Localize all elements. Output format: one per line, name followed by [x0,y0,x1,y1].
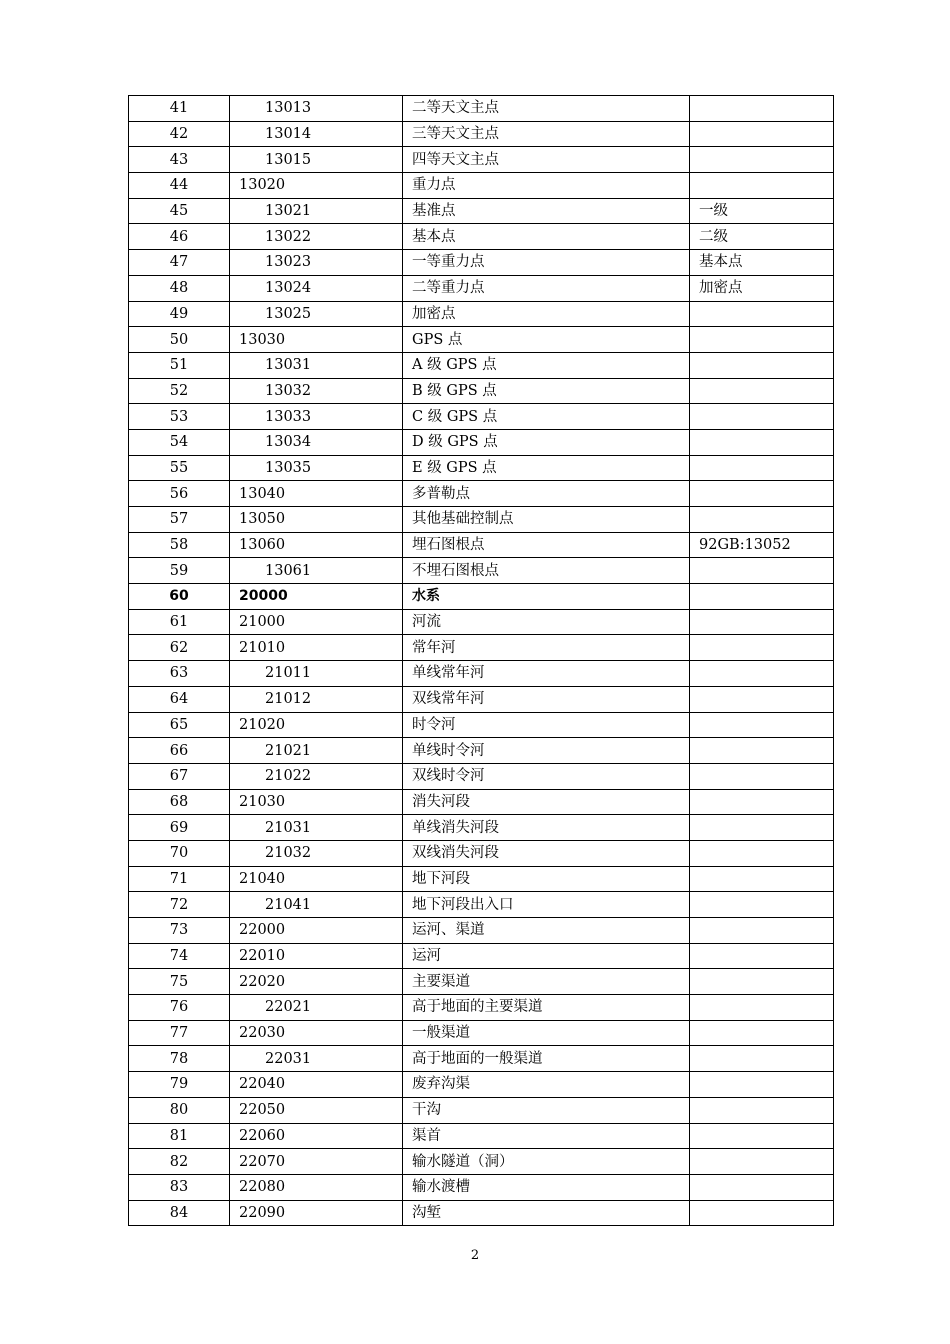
table-row [129,455,834,481]
page-number: 2 [470,1248,480,1263]
feature-code-cell: 13025 [230,301,403,327]
feature-name-cell: 加密点 [403,301,690,327]
note-cell [690,301,834,327]
row-index-cell: 70 [129,840,230,866]
note-cell [690,1020,834,1046]
feature-code-cell: 22090 [230,1200,403,1226]
feature-code-cell: 22010 [230,943,403,969]
feature-code-cell: 21041 [230,892,403,918]
feature-name-cell: 基本点 [403,224,690,250]
table-row [129,1200,834,1226]
feature-name-cell: 双线消失河段 [403,840,690,866]
note-cell [690,558,834,584]
note-cell [690,712,834,738]
table-row [129,584,834,610]
feature-name-cell: 废弃沟渠 [403,1072,690,1098]
feature-name-cell: 双线时令河 [403,763,690,789]
feature-code-cell: 22030 [230,1020,403,1046]
table-row [129,635,834,661]
feature-name-cell: 运河 [403,943,690,969]
row-index-cell: 46 [129,224,230,250]
feature-code-cell: 13040 [230,481,403,507]
table-row [129,250,834,276]
note-cell [690,429,834,455]
note-cell [690,995,834,1021]
feature-code-cell: 21030 [230,789,403,815]
table-row [129,712,834,738]
row-index-cell: 50 [129,327,230,353]
row-index-cell: 84 [129,1200,230,1226]
table-row [129,378,834,404]
feature-name-cell: GPS 点 [403,327,690,353]
table-row [129,995,834,1021]
feature-name-cell: 高于地面的一般渠道 [403,1046,690,1072]
feature-code-cell: 13023 [230,250,403,276]
table-row [129,969,834,995]
feature-name-cell: A 级 GPS 点 [403,352,690,378]
note-cell: 一级 [690,198,834,224]
row-index-cell: 82 [129,1149,230,1175]
feature-code-cell: 22070 [230,1149,403,1175]
note-cell: 92GB:13052 [690,532,834,558]
note-cell [690,1097,834,1123]
feature-code-cell: 21040 [230,866,403,892]
table-row [129,327,834,353]
table-row [129,352,834,378]
row-index-cell: 53 [129,404,230,430]
row-index-cell: 73 [129,918,230,944]
table-row [129,224,834,250]
row-index-cell: 72 [129,892,230,918]
row-index-cell: 58 [129,532,230,558]
table-row [129,507,834,533]
note-cell [690,327,834,353]
table-row [129,609,834,635]
row-index-cell: 69 [129,815,230,841]
row-index-cell: 47 [129,250,230,276]
feature-name-cell: 单线常年河 [403,661,690,687]
feature-code-cell: 21011 [230,661,403,687]
table-row [129,404,834,430]
note-cell [690,147,834,173]
feature-name-cell: 输水隧道（洞） [403,1149,690,1175]
feature-code-cell: 13060 [230,532,403,558]
table-row [129,96,834,122]
note-cell [690,481,834,507]
table-row [129,892,834,918]
feature-code-cell: 13020 [230,173,403,199]
feature-code-cell: 21012 [230,686,403,712]
note-cell [690,1072,834,1098]
note-cell [690,943,834,969]
row-index-cell: 78 [129,1046,230,1072]
table-row [129,815,834,841]
feature-name-cell: 二等重力点 [403,275,690,301]
note-cell [690,96,834,122]
row-index-cell: 75 [129,969,230,995]
table-row [129,661,834,687]
table-row [129,147,834,173]
table-row [129,763,834,789]
row-index-cell: 71 [129,866,230,892]
table-row [129,1020,834,1046]
feature-code-cell: 13061 [230,558,403,584]
feature-code-cell: 22031 [230,1046,403,1072]
feature-code-cell: 13033 [230,404,403,430]
feature-code-cell: 20000 [230,584,403,610]
table-row [129,738,834,764]
table-row [129,121,834,147]
feature-code-cell: 22080 [230,1174,403,1200]
row-index-cell: 68 [129,789,230,815]
note-cell [690,352,834,378]
note-cell [690,635,834,661]
feature-name-cell: 水系 [403,584,690,610]
note-cell [690,661,834,687]
row-index-cell: 61 [129,609,230,635]
row-index-cell: 57 [129,507,230,533]
row-index-cell: 54 [129,429,230,455]
feature-name-cell: 埋石图根点 [403,532,690,558]
note-cell [690,892,834,918]
note-cell [690,969,834,995]
feature-code-cell: 13024 [230,275,403,301]
feature-code-cell: 13032 [230,378,403,404]
note-cell [690,1174,834,1200]
feature-code-cell: 21000 [230,609,403,635]
feature-name-cell: 时令河 [403,712,690,738]
note-cell: 加密点 [690,275,834,301]
row-index-cell: 48 [129,275,230,301]
row-index-cell: 81 [129,1123,230,1149]
feature-code-cell: 22000 [230,918,403,944]
feature-name-cell: 单线消失河段 [403,815,690,841]
feature-code-cell: 13022 [230,224,403,250]
feature-code-cell: 13031 [230,352,403,378]
feature-name-cell: 重力点 [403,173,690,199]
row-index-cell: 67 [129,763,230,789]
note-cell [690,1200,834,1226]
table-row [129,918,834,944]
note-cell [690,121,834,147]
table-row [129,173,834,199]
feature-name-cell: 基准点 [403,198,690,224]
feature-name-cell: 沟堑 [403,1200,690,1226]
row-index-cell: 74 [129,943,230,969]
feature-name-cell: 河流 [403,609,690,635]
feature-name-cell: 其他基础控制点 [403,507,690,533]
feature-name-cell: 不埋石图根点 [403,558,690,584]
feature-name-cell: 多普勒点 [403,481,690,507]
row-index-cell: 60 [129,584,230,610]
feature-code-cell: 21022 [230,763,403,789]
row-index-cell: 83 [129,1174,230,1200]
row-index-cell: 76 [129,995,230,1021]
note-cell [690,173,834,199]
row-index-cell: 59 [129,558,230,584]
feature-name-cell: 输水渡槽 [403,1174,690,1200]
table-row [129,301,834,327]
note-cell [690,866,834,892]
row-index-cell: 45 [129,198,230,224]
row-index-cell: 79 [129,1072,230,1098]
row-index-cell: 52 [129,378,230,404]
row-index-cell: 63 [129,661,230,687]
feature-code-cell: 13013 [230,96,403,122]
table-row [129,686,834,712]
feature-code-cell: 21031 [230,815,403,841]
note-cell [690,840,834,866]
table-row [129,840,834,866]
note-cell [690,609,834,635]
feature-name-cell: 主要渠道 [403,969,690,995]
note-cell [690,815,834,841]
feature-name-cell: 单线时令河 [403,738,690,764]
feature-name-cell: 运河、渠道 [403,918,690,944]
feature-code-cell: 22060 [230,1123,403,1149]
note-cell: 二级 [690,224,834,250]
feature-code-cell: 13014 [230,121,403,147]
table-row [129,1123,834,1149]
feature-name-cell: 二等天文主点 [403,96,690,122]
feature-code-cell: 13021 [230,198,403,224]
row-index-cell: 49 [129,301,230,327]
note-cell [690,507,834,533]
row-index-cell: 43 [129,147,230,173]
feature-code-cell: 13030 [230,327,403,353]
feature-name-cell: C 级 GPS 点 [403,404,690,430]
feature-code-table [128,95,834,1226]
feature-name-cell: 一等重力点 [403,250,690,276]
row-index-cell: 44 [129,173,230,199]
feature-code-cell: 21021 [230,738,403,764]
feature-name-cell: 干沟 [403,1097,690,1123]
note-cell [690,738,834,764]
feature-code-cell: 21010 [230,635,403,661]
table-row [129,866,834,892]
note-cell [690,918,834,944]
feature-name-cell: 常年河 [403,635,690,661]
note-cell [690,378,834,404]
table-row [129,1097,834,1123]
table-row [129,1046,834,1072]
feature-name-cell: 地下河段出入口 [403,892,690,918]
feature-code-cell: 21032 [230,840,403,866]
note-cell [690,789,834,815]
feature-name-cell: 消失河段 [403,789,690,815]
row-index-cell: 65 [129,712,230,738]
note-cell [690,455,834,481]
note-cell [690,584,834,610]
feature-code-cell: 13050 [230,507,403,533]
feature-code-cell: 13035 [230,455,403,481]
note-cell [690,1046,834,1072]
feature-code-cell: 22021 [230,995,403,1021]
table-row [129,275,834,301]
row-index-cell: 62 [129,635,230,661]
feature-code-cell: 13034 [230,429,403,455]
feature-code-cell: 22020 [230,969,403,995]
feature-name-cell: 高于地面的主要渠道 [403,995,690,1021]
note-cell [690,1149,834,1175]
table-row [129,1072,834,1098]
table-row [129,198,834,224]
row-index-cell: 80 [129,1097,230,1123]
table-row [129,943,834,969]
feature-name-cell: B 级 GPS 点 [403,378,690,404]
note-cell [690,404,834,430]
feature-name-cell: 渠首 [403,1123,690,1149]
feature-name-cell: 三等天文主点 [403,121,690,147]
row-index-cell: 64 [129,686,230,712]
feature-code-cell: 21020 [230,712,403,738]
feature-name-cell: D 级 GPS 点 [403,429,690,455]
table-row [129,789,834,815]
table-row [129,558,834,584]
feature-name-cell: 地下河段 [403,866,690,892]
table-row [129,481,834,507]
row-index-cell: 56 [129,481,230,507]
row-index-cell: 41 [129,96,230,122]
row-index-cell: 66 [129,738,230,764]
feature-code-cell: 13015 [230,147,403,173]
row-index-cell: 55 [129,455,230,481]
table-row [129,1174,834,1200]
feature-name-cell: 双线常年河 [403,686,690,712]
feature-code-cell: 22040 [230,1072,403,1098]
feature-name-cell: 四等天文主点 [403,147,690,173]
note-cell [690,1123,834,1149]
feature-name-cell: E 级 GPS 点 [403,455,690,481]
table-row [129,429,834,455]
table-row [129,1149,834,1175]
note-cell [690,763,834,789]
note-cell [690,686,834,712]
row-index-cell: 51 [129,352,230,378]
table-row [129,532,834,558]
feature-name-cell: 一般渠道 [403,1020,690,1046]
note-cell: 基本点 [690,250,834,276]
row-index-cell: 77 [129,1020,230,1046]
row-index-cell: 42 [129,121,230,147]
feature-code-cell: 22050 [230,1097,403,1123]
table-body [129,96,834,1226]
